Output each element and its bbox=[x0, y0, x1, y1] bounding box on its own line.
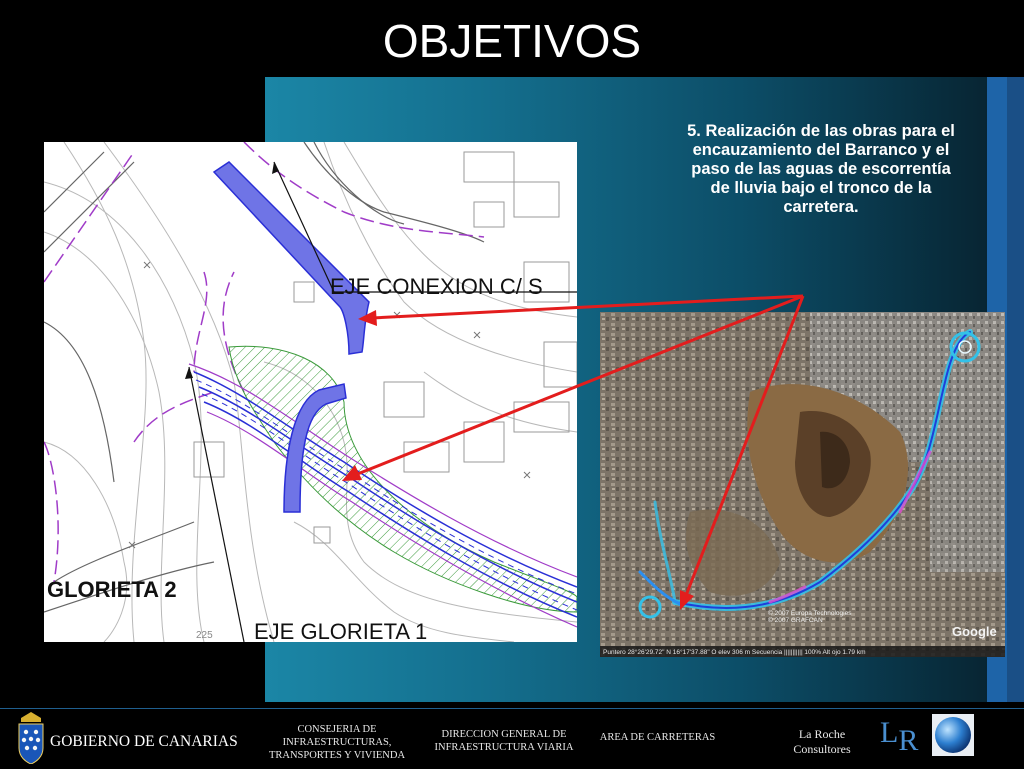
globe-logo-icon bbox=[932, 714, 974, 756]
eje-glorieta-1-label: EJE GLORIETA 1 bbox=[254, 619, 428, 642]
eje-conexion-label: EJE CONEXION C/ S bbox=[330, 274, 543, 299]
slide-title: OBJETIVOS bbox=[382, 15, 642, 67]
aerial-photo bbox=[600, 312, 1005, 657]
gobierno-label: GOBIERNO DE CANARIAS bbox=[50, 733, 238, 750]
consultora-label: La Roche Consultores bbox=[793, 727, 851, 756]
cad-plan-drawing bbox=[44, 142, 577, 642]
copyright-text: © 2007 Europa Technologies © 2007 GRAFCAN bbox=[768, 610, 852, 624]
area-label: AREA DE CARRETERAS bbox=[599, 732, 716, 743]
footer-divider bbox=[0, 708, 1024, 709]
status-bar: Puntero 28°26'29.72" N 16°17'37.88" O elev 306 m Secuencia ||||||||||| 100% Alt ojo 1.79 km bbox=[603, 649, 866, 656]
consejeria-label: CONSEJERIA DE INFRAESTRUCTURAS, TRANSPORTES Y VIVIENDA bbox=[268, 724, 406, 761]
lr-logo-letters: LR bbox=[880, 716, 919, 757]
glorieta-2-label: GLORIETA 2 bbox=[47, 577, 177, 602]
google-brand: Google bbox=[952, 624, 997, 639]
contour-number: 225 bbox=[196, 630, 213, 641]
side-stripe-dark bbox=[1007, 77, 1024, 702]
direccion-label: DIRECCION GENERAL DE INFRAESTRUCTURA VIARIA bbox=[434, 729, 574, 753]
coat-of-arms-icon bbox=[16, 712, 46, 764]
objective-text: 5. Realización de las obras para el encauzamiento del Barranco y el paso de las aguas de escorrentía de lluvia bajo el tronco de la carretera. bbox=[687, 122, 955, 216]
